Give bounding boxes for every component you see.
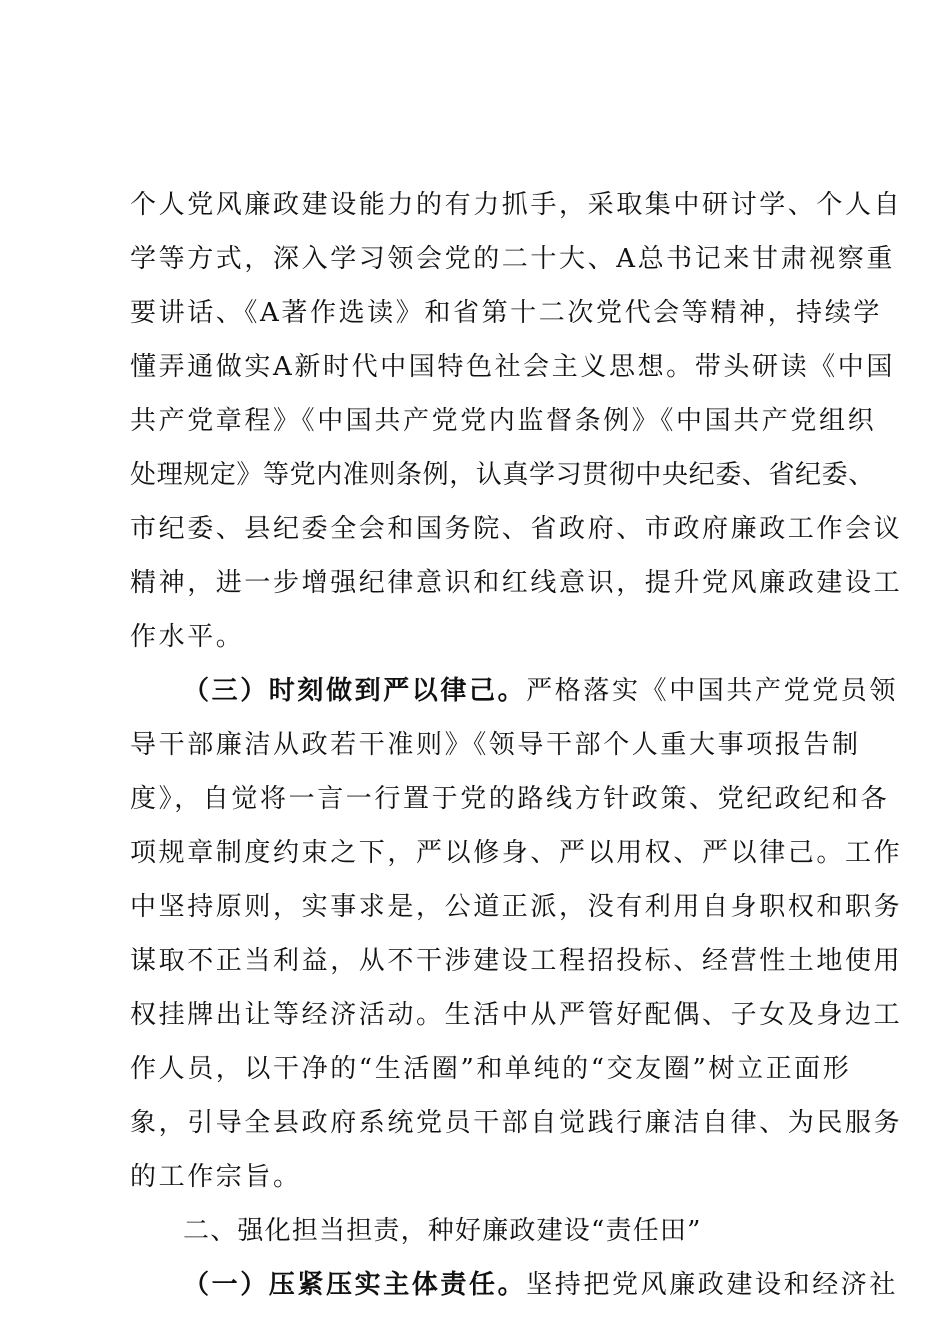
section-3-heading: （三）时刻做到严以律己。 [183, 676, 527, 706]
body-line: 象，引导全县政府系统党员干部自觉践行廉洁自律、为民服务 [130, 1108, 903, 1138]
body-line: 处理规定》等党内准则条例，认真学习贯彻中央纪委、省纪委、 [130, 460, 875, 490]
body-line: 个人党风廉政建设能力的有力抓手，采取集中研讨学、个人自 [130, 190, 903, 220]
section-1-first-line-rest: 坚持把党风廉政建设和经济社 [526, 1270, 899, 1300]
section-3-first-line [183, 673, 899, 709]
body-line: 懂弄通做实A新时代中国特色社会主义思想。带头研读《中国 [130, 352, 895, 382]
section-1-heading: （一）压紧压实主体责任。 [183, 1270, 527, 1300]
body-line: 作水平。 [130, 622, 245, 652]
section-1-first-line [183, 1267, 899, 1303]
body-line: 精神，进一步增强纪律意识和红线意识，提升党风廉政建设工 [130, 568, 903, 598]
body-line: 度》，自觉将一言一行置于党的路线方针政策、党纪政纪和各 [130, 784, 890, 814]
body-line: 要讲话、《A著作选读》和省第十二次党代会等精神，持续学 [130, 298, 882, 328]
body-line: 权挂牌出让等经济活动。生活中从严管好配偶、子女及身边工 [130, 1000, 903, 1030]
body-line: 共产党章程》《中国共产党党内监督条例》《中国共产党组织 [130, 406, 877, 436]
body-line: 的工作宗旨。 [130, 1162, 302, 1192]
body-line: 中坚持原则，实事求是，公道正派，没有利用自身职权和职务 [130, 892, 903, 922]
body-line: 项规章制度约束之下，严以修身、严以用权、严以律己。工作 [130, 838, 903, 868]
section-3-first-line-rest: 严格落实《中国共产党党员领 [526, 676, 899, 706]
body-line: 谋取不正当利益，从不干涉建设工程招投标、经营性土地使用 [130, 946, 903, 976]
body-line: 市纪委、县纪委全会和国务院、省政府、市政府廉政工作会议 [130, 514, 903, 544]
body-line: 作人员，以干净的“生活圈”和单纯的“交友圈”树立正面形 [130, 1054, 852, 1084]
body-line: 导干部廉洁从政若干准则》《领导干部个人重大事项报告制 [130, 730, 861, 760]
body-line: 学等方式，深入学习领会党的二十大、A总书记来甘肃视察重 [130, 244, 895, 274]
part-2-title: 二、强化担当担责，种好廉政建设“责任田” [183, 1216, 702, 1246]
